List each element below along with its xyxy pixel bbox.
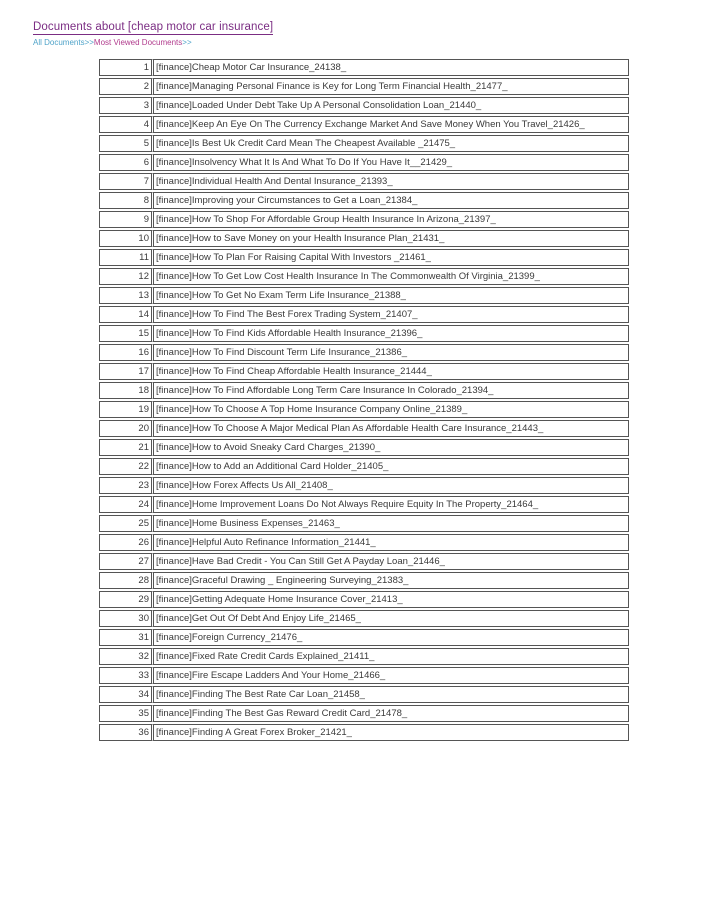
document-title-link[interactable]: [finance]Home Improvement Loans Do Not Always Require Equity In The Property_21464_ bbox=[151, 496, 629, 513]
row-number: 21 bbox=[99, 439, 151, 456]
table-row[interactable] bbox=[99, 572, 629, 589]
document-title-link[interactable]: [finance]How To Shop For Affordable Group Health Insurance In Arizona_21397_ bbox=[151, 211, 629, 228]
document-title-link[interactable]: [finance]Managing Personal Finance is Key for Long Term Financial Health_21477_ bbox=[151, 78, 629, 95]
row-number: 3 bbox=[99, 97, 151, 114]
row-number: 18 bbox=[99, 382, 151, 399]
row-number: 17 bbox=[99, 363, 151, 380]
document-title-link[interactable]: [finance]How To Choose A Major Medical Plan As Affordable Health Care Insurance_21443_ bbox=[151, 420, 629, 437]
table-row[interactable] bbox=[99, 287, 629, 304]
row-number: 10 bbox=[99, 230, 151, 247]
table-row[interactable] bbox=[99, 97, 629, 114]
document-title-link[interactable]: [finance]How to Save Money on your Health Insurance Plan_21431_ bbox=[151, 230, 629, 247]
row-number: 28 bbox=[99, 572, 151, 589]
document-title-link[interactable]: [finance]Foreign Currency_21476_ bbox=[151, 629, 629, 646]
document-title-link[interactable]: [finance]Improving your Circumstances to Get a Loan_21384_ bbox=[151, 192, 629, 209]
document-title-link[interactable]: [finance]Fire Escape Ladders And Your Home_21466_ bbox=[151, 667, 629, 684]
row-number: 19 bbox=[99, 401, 151, 418]
breadcrumb-all-documents-link[interactable]: All Documents bbox=[33, 38, 85, 47]
document-title-link[interactable]: [finance]How To Find The Best Forex Trading System_21407_ bbox=[151, 306, 629, 323]
table-row[interactable] bbox=[99, 667, 629, 684]
table-row[interactable] bbox=[99, 515, 629, 532]
document-title-link[interactable]: [finance]How To Choose A Top Home Insurance Company Online_21389_ bbox=[151, 401, 629, 418]
document-title-link[interactable]: [finance]How To Get No Exam Term Life Insurance_21388_ bbox=[151, 287, 629, 304]
row-number: 22 bbox=[99, 458, 151, 475]
document-title-link[interactable]: [finance]Cheap Motor Car Insurance_24138_ bbox=[151, 59, 629, 76]
row-number: 34 bbox=[99, 686, 151, 703]
row-number: 13 bbox=[99, 287, 151, 304]
table-row[interactable] bbox=[99, 211, 629, 228]
table-row[interactable] bbox=[99, 534, 629, 551]
row-number: 4 bbox=[99, 116, 151, 133]
document-title-link[interactable]: [finance]How to Avoid Sneaky Card Charges_21390_ bbox=[151, 439, 629, 456]
document-title-link[interactable]: [finance]Have Bad Credit - You Can Still Get A Payday Loan_21446_ bbox=[151, 553, 629, 570]
row-number: 35 bbox=[99, 705, 151, 722]
document-title-link[interactable]: [finance]How Forex Affects Us All_21408_ bbox=[151, 477, 629, 494]
row-number: 8 bbox=[99, 192, 151, 209]
table-row[interactable] bbox=[99, 629, 629, 646]
document-title-link[interactable]: [finance]Home Business Expenses_21463_ bbox=[151, 515, 629, 532]
document-title-link[interactable]: [finance]Is Best Uk Credit Card Mean The Cheapest Available _21475_ bbox=[151, 135, 629, 152]
breadcrumb-most-viewed-link[interactable]: Most Viewed Documents bbox=[93, 38, 183, 47]
table-row[interactable] bbox=[99, 306, 629, 323]
row-number: 24 bbox=[99, 496, 151, 513]
table-row[interactable] bbox=[99, 249, 629, 266]
documents-table-body bbox=[99, 59, 629, 741]
breadcrumb-separator: >> bbox=[182, 38, 192, 47]
row-number: 11 bbox=[99, 249, 151, 266]
document-title-link[interactable]: [finance]Finding The Best Rate Car Loan_21458_ bbox=[151, 686, 629, 703]
row-number: 1 bbox=[99, 59, 151, 76]
document-title-link[interactable]: [finance]How to Add an Additional Card Holder_21405_ bbox=[151, 458, 629, 475]
document-title-link[interactable]: [finance]Finding The Best Gas Reward Credit Card_21478_ bbox=[151, 705, 629, 722]
breadcrumb bbox=[33, 38, 192, 47]
table-row[interactable] bbox=[99, 477, 629, 494]
row-number: 5 bbox=[99, 135, 151, 152]
row-number: 15 bbox=[99, 325, 151, 342]
row-number: 20 bbox=[99, 420, 151, 437]
row-number: 16 bbox=[99, 344, 151, 361]
document-title-link[interactable]: [finance]Graceful Drawing _ Engineering Surveying_21383_ bbox=[151, 572, 629, 589]
table-row[interactable] bbox=[99, 591, 629, 608]
document-title-link[interactable]: [finance]Individual Health And Dental Insurance_21393_ bbox=[151, 173, 629, 190]
table-row[interactable] bbox=[99, 724, 629, 741]
table-row[interactable] bbox=[99, 496, 629, 513]
row-number: 29 bbox=[99, 591, 151, 608]
row-number: 26 bbox=[99, 534, 151, 551]
table-row[interactable] bbox=[99, 420, 629, 437]
document-title-link[interactable]: [finance]How To Find Affordable Long Term Care Insurance In Colorado_21394_ bbox=[151, 382, 629, 399]
table-row[interactable] bbox=[99, 192, 629, 209]
row-number: 33 bbox=[99, 667, 151, 684]
document-title-link[interactable]: [finance]How To Plan For Raising Capital With Investors _21461_ bbox=[151, 249, 629, 266]
row-number: 25 bbox=[99, 515, 151, 532]
table-row[interactable] bbox=[99, 116, 629, 133]
table-row[interactable] bbox=[99, 648, 629, 665]
table-row[interactable] bbox=[99, 458, 629, 475]
breadcrumb-separator: >> bbox=[84, 38, 94, 47]
table-row[interactable] bbox=[99, 154, 629, 171]
documents-table bbox=[99, 57, 629, 743]
document-title-link[interactable]: [finance]Get Out Of Debt And Enjoy Life_21465_ bbox=[151, 610, 629, 627]
row-number: 30 bbox=[99, 610, 151, 627]
row-number: 31 bbox=[99, 629, 151, 646]
document-title-link[interactable]: [finance]Helpful Auto Refinance Information_21441_ bbox=[151, 534, 629, 551]
table-row[interactable] bbox=[99, 363, 629, 380]
document-title-link[interactable]: [finance]Fixed Rate Credit Cards Explained_21411_ bbox=[151, 648, 629, 665]
document-title-link[interactable]: [finance]Insolvency What It Is And What To Do If You Have It__21429_ bbox=[151, 154, 629, 171]
document-title-link[interactable]: [finance]How To Find Cheap Affordable Health Insurance_21444_ bbox=[151, 363, 629, 380]
document-title-link[interactable]: [finance]Finding A Great Forex Broker_21421_ bbox=[151, 724, 629, 741]
row-number: 2 bbox=[99, 78, 151, 95]
page-title: Documents about [cheap motor car insurance] bbox=[33, 21, 274, 33]
table-row[interactable] bbox=[99, 439, 629, 456]
table-row[interactable] bbox=[99, 135, 629, 152]
table-row[interactable] bbox=[99, 78, 629, 95]
document-title-link[interactable]: [finance]Getting Adequate Home Insurance Cover_21413_ bbox=[151, 591, 629, 608]
document-title-link[interactable]: [finance]Loaded Under Debt Take Up A Personal Consolidation Loan_21440_ bbox=[151, 97, 629, 114]
row-number: 9 bbox=[99, 211, 151, 228]
table-row[interactable] bbox=[99, 553, 629, 570]
table-row[interactable] bbox=[99, 401, 629, 418]
table-row[interactable] bbox=[99, 230, 629, 247]
row-number: 36 bbox=[99, 724, 151, 741]
row-number: 27 bbox=[99, 553, 151, 570]
document-title-link[interactable]: [finance]How To Get Low Cost Health Insurance In The Commonwealth Of Virginia_21399_ bbox=[151, 268, 629, 285]
document-title-link[interactable]: [finance]How To Find Kids Affordable Health Insurance_21396_ bbox=[151, 325, 629, 342]
document-title-link[interactable]: [finance]Keep An Eye On The Currency Exchange Market And Save Money When You Travel_21426_ bbox=[151, 116, 629, 133]
table-row[interactable] bbox=[99, 325, 629, 342]
table-row[interactable] bbox=[99, 382, 629, 399]
table-row[interactable] bbox=[99, 610, 629, 627]
table-row[interactable] bbox=[99, 173, 629, 190]
document-title-link[interactable]: [finance]How To Find Discount Term Life Insurance_21386_ bbox=[151, 344, 629, 361]
table-row[interactable] bbox=[99, 268, 629, 285]
table-row[interactable] bbox=[99, 59, 629, 76]
row-number: 7 bbox=[99, 173, 151, 190]
row-number: 32 bbox=[99, 648, 151, 665]
row-number: 12 bbox=[99, 268, 151, 285]
row-number: 14 bbox=[99, 306, 151, 323]
table-row[interactable] bbox=[99, 705, 629, 722]
table-row[interactable] bbox=[99, 344, 629, 361]
row-number: 6 bbox=[99, 154, 151, 171]
row-number: 23 bbox=[99, 477, 151, 494]
table-row[interactable] bbox=[99, 686, 629, 703]
